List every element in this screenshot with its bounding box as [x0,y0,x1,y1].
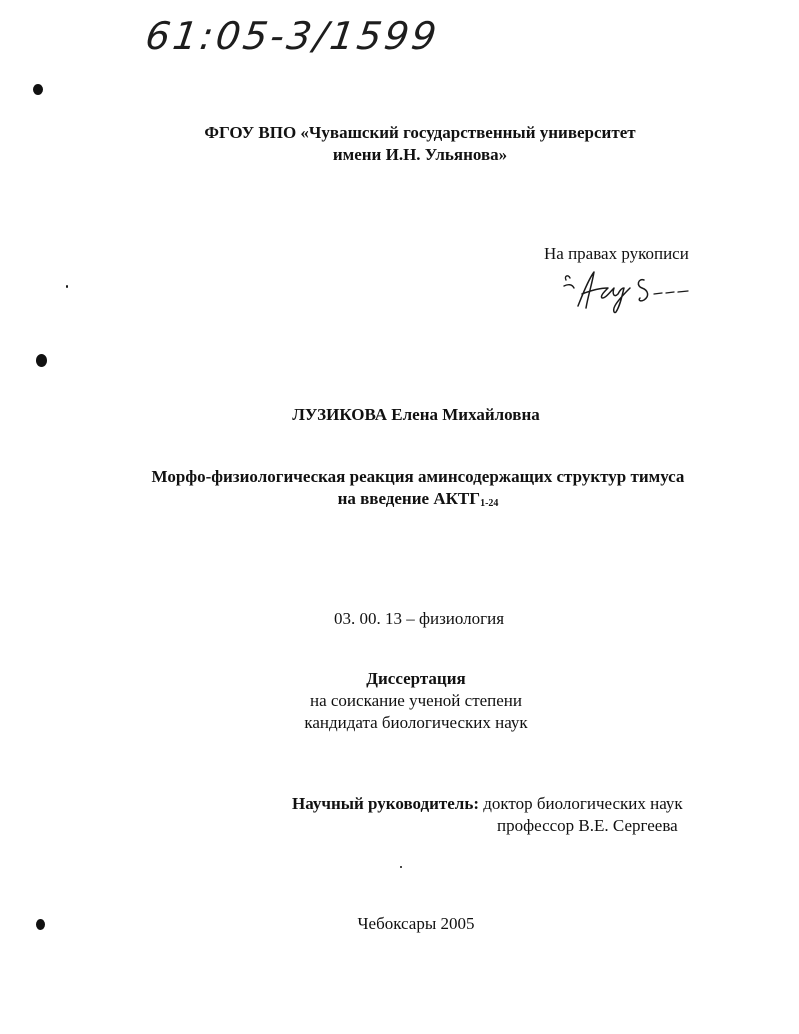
title-line-2-main: на введение АКТГ [337,489,481,508]
dissertation-title [0,466,799,515]
dissertation-line-2: кандидата биологических наук [304,713,528,732]
title-line-1: Морфо-физиологическая реакция аминсодержащих структур тимуса [151,467,685,486]
dissertation-line-1: на соискание ученой степени [309,691,523,710]
title-line-2 [0,488,799,515]
supervisor-degree: доктор биологических наук [483,794,683,813]
scan-speck [33,84,43,95]
institution-heading [0,122,799,166]
supervisor-line-1 [292,793,683,815]
dissertation-block [0,668,799,734]
title-line-2-subscript: 1-24 [480,498,499,509]
rights-note: На правах рукописи [544,244,689,263]
signature-icon [558,266,698,316]
scan-speck [400,866,402,868]
catalog-number: 61:05-3/1599 [142,14,443,58]
scan-speck [66,285,68,288]
institution-line-2: имени И.Н. Ульянова» [332,145,508,164]
supervisor-label: Научный руководитель: [292,794,479,813]
supervisor-block [292,793,683,837]
specialty-code: 03. 00. 13 – физиология [333,609,505,628]
dissertation-heading: Диссертация [366,669,466,688]
author-name: ЛУЗИКОВА Елена Михайловна [292,405,540,424]
institution-line-1: ФГОУ ВПО «Чувашский государственный университет [204,123,636,142]
city-year: Чебоксары 2005 [357,914,475,933]
supervisor-name: профессор В.Е. Сергеева [497,816,678,835]
scan-speck [36,354,47,367]
